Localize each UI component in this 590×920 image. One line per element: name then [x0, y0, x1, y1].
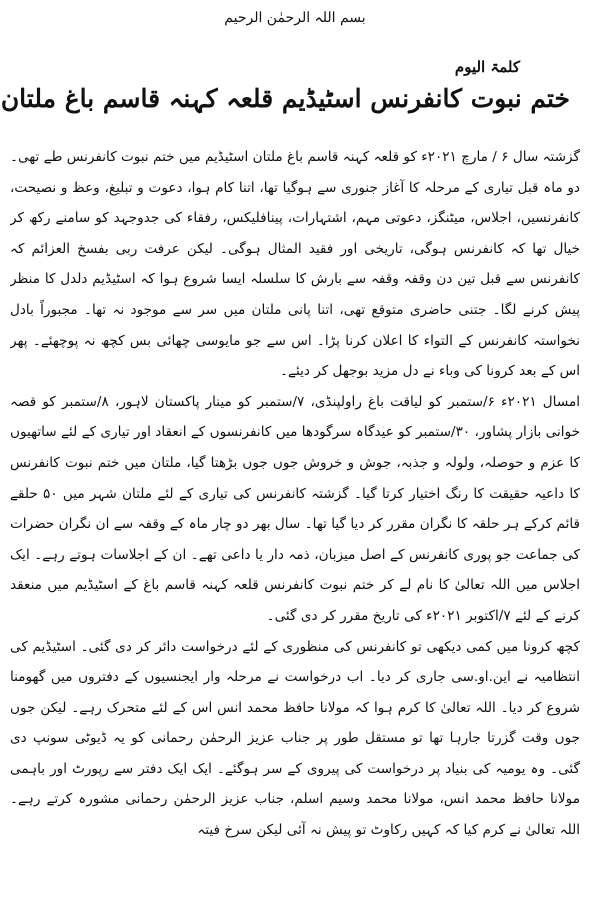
- article-paragraph: کچھ کرونا میں کمی دیکھی تو کانفرنس کی منظوری کے لئے درخواست دائر کر دی گئی۔ اسٹیڈیم کی انتظامیہ نے این.او.سی جاری کر دیا۔ اب درخواست نے مرحلہ وار ایجنسیوں کے دفتروں میں گھومنا شروع کر دیا۔ اللہ تعالیٰ کا کرم ہوا کہ مولانا حافظ محمد انس اس کے لئے متحرک رہے۔ لیکن جوں جوں وقت گزرتا جارہا تھا تو مستقل طور پر جناب عزیز الرحمٰن رحمانی کو یہ ڈیوٹی سونپ دی گئی۔ وہ یومیہ کی بنیاد پر درخواست کی پیروی کے سر ہوگئے۔ ایک ایک دفتر سے رپورٹ اور باہمی مولانا حافظ محمد انس، مولانا محمد وسیم اسلم، جناب عزیز الرحمٰن رحمانی مشورہ کرتے رہے۔ اللہ تعالیٰ نے کرم کیا کہ کہیں رکاوٹ تو پیش نہ آئی لیکن سرخ فیتہ: [10, 638, 580, 839]
- column-label: کلمۃ الیوم: [454, 58, 520, 76]
- article-body: [10, 142, 580, 914]
- article-paragraph: گزشتہ سال ۶ / مارچ ۲۰۲۱ء کو قلعہ کہنہ قاسم باغ ملتان اسٹیڈیم میں ختم نبوت کانفرنس طے تھی۔ دو ماہ قبل تیاری کے مرحلہ کا آغاز جنوری سے ہوگیا تھا، اتنا کام ہوا، دعوت و تبلیغ، وعظ و نصیحت، کانفرنسیں، اجلاس، میٹنگز، دعوتی مہم، اشتہارات، پینافلیکس، رفقاء کی جدوجہد کو سامنے رکھ کر خیال تھا کہ کانفرنس ہوگی، تاریخی اور فقید المثال ہوگی۔ لیکن عرفت ربی بفسخ العزائم کہ کانفرنس سے قبل تین دن وقفہ وقفہ سے بارش کا سلسلہ ایسا شروع ہوا کہ اسٹیڈیم دلدل کا منظر پیش کرنے لگا۔ جتنی حاضری متوقع تھی، اتنا پانی ملتان میں سر سے موجود نہ تھا۔ مجبوراً بادل نخواستہ کانفرنس کے التواء کا اعلان کرنا پڑا۔ اس سے جو مایوسی چھائی بس کچھ نہ پوچھئے۔ پھر اس کے بعد کرونا کی وباء نے دل مزید بوجھل کر دیئے۔: [10, 149, 580, 380]
- article-title: ختم نبوت کانفرنس اسٹیڈیم قلعہ کہنہ قاسم باغ ملتان: [0, 84, 570, 113]
- article-paragraph: امسال ۲۰۲۱ء ۶/ستمبر کو لیاقت باغ راولپنڈی، ۷/ستمبر کو مینار پاکستان لاہور، ۸/ستمبر کو قصہ خوانی بازار پشاور، ۳۰/ستمبر کو عیدگاہ سرگودھا میں کانفرنسوں کے انعقاد اور تیاری کے لئے ساتھیوں کا عزم و حوصلہ، ولولہ و جذبہ، جوش و خروش جوں جوں بڑھتا گیا، ملتان میں ختم نبوت کانفرنس کا داعیہ حقیقت کا رنگ اختیار کرتا گیا۔ گزشتہ کانفرنس کی تیاری کے لئے ملتان شہر میں ۵۰ حلقے قائم کرکے ہر حلقہ کا نگران مقرر کر دیا گیا تھا۔ سال بھر دو چار ماہ کے وقفہ سے ان نگران حضرات کی جماعت جو پوری کانفرنس کے اصل میزبان، ذمہ دار یا داعی تھے۔ ان کے اجلاسات ہوتے رہے۔ ایک اجلاس میں اللہ تعالیٰ کا نام لے کر ختم نبوت کانفرنس قلعہ کہنہ قاسم باغ کے اسٹیڈیم میں منعقد کرنے کے لئے ۷/اکتوبر ۲۰۲۱ء کی تاریخ مقرر کر دی گئی۔: [10, 393, 580, 624]
- bismillah-heading: بسم اللہ الرحمٰن الرحیم: [224, 10, 366, 26]
